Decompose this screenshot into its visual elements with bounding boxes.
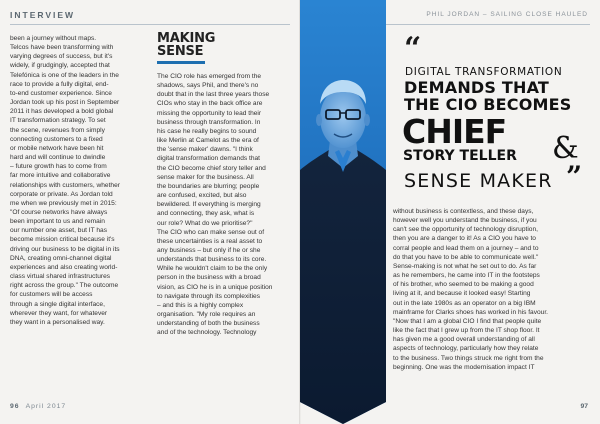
header-rule-left	[10, 24, 290, 25]
section-heading-underline	[157, 61, 205, 64]
text-line: – future growth has to come from	[10, 163, 107, 171]
text-line: or mobile network have been hit	[10, 144, 104, 152]
text-line: out in the late 1980s as an operator on a big IBM	[393, 299, 536, 307]
text-line: DNA, creating omni-channel digital	[10, 254, 112, 262]
text-line: missing the opportunity to lead their	[157, 109, 262, 117]
page-number-right: 97	[580, 403, 588, 410]
text-line: however well you understand the business, if you	[393, 217, 537, 225]
text-line: can't see the opportunity of technology disruption,	[393, 226, 538, 234]
text-line: our number one asset, but IT has	[10, 227, 108, 235]
pull-quote-line-2: DEMANDS THAT	[404, 78, 550, 97]
text-line: then you are a danger to it! As a CIO you have to	[393, 235, 536, 243]
text-line: varying degrees of success, but it's	[10, 53, 113, 61]
footer-left	[10, 403, 66, 410]
text-line: and connecting, they ask, what is	[157, 210, 255, 218]
right-ear	[364, 114, 370, 126]
text-line: been a journey without maps.	[10, 35, 97, 42]
text-line: the CIO become chief story teller and	[157, 164, 266, 172]
text-line: aspects of technology, particularly how they relate	[393, 345, 539, 353]
text-line: wherever they want, for whatever	[10, 309, 108, 317]
article-column-1	[10, 34, 148, 327]
text-line: organisation. "My role requires an	[157, 311, 256, 319]
text-line: digital transformation demands that	[157, 155, 260, 163]
text-line: become mission critical because it's	[10, 236, 115, 244]
text-line: corral people and lead them on a journey – and to	[393, 244, 539, 252]
text-line: widely, if grudgingly, accepted that	[10, 62, 110, 70]
text-line: driving our business to be digital in its	[10, 245, 120, 253]
issue-date: April 2017	[25, 403, 67, 410]
pull-quote-ampersand: &	[552, 131, 579, 166]
text-line: his case he really begins to sound	[157, 127, 257, 135]
text-line: living at it, and because it looked easy! Starting	[393, 290, 531, 298]
text-line: "Now that I am a global CIO I find that people quite	[393, 317, 542, 325]
text-line: The CIO who can make sense out of	[157, 228, 265, 236]
section-label: INTERVIEW	[10, 10, 76, 20]
pull-quote-line-1: DIGITAL TRANSFORMATION	[405, 66, 563, 78]
left-ear	[316, 114, 322, 126]
text-line: like the fact that I grew up from the IT shop floor. It	[393, 327, 540, 335]
text-line: 2011 it has developed a bold global	[10, 108, 114, 116]
text-line: mainframe for Clarks shoes has worked in his favour.	[393, 308, 549, 316]
text-line: While he wouldn't claim to be the only	[157, 265, 268, 273]
text-line: and of the technology. Technology	[157, 329, 257, 337]
pull-quote-line-6: SENSE MAKER	[404, 170, 553, 192]
text-line: far more intuitive and collaborative	[10, 172, 111, 180]
text-line: these uncertainties is a real asset to	[157, 237, 263, 245]
text-line: to the business. Two things struck me right from the	[393, 354, 544, 362]
text-line: through a single digital interface,	[10, 300, 105, 308]
text-line: doubt that in the last three years those	[157, 91, 270, 99]
text-line: beginning. One was the modernisation impact IT	[393, 363, 535, 371]
text-line: like Merlin at Camelot as the era of	[157, 137, 259, 145]
text-line: business through transformation. In	[157, 118, 261, 126]
section-heading-line: MAKING	[157, 31, 216, 46]
text-line: to navigate through its complexities	[157, 292, 260, 300]
text-line: for customers will be access	[10, 291, 93, 299]
text-line: are confused, excited, but also	[157, 192, 247, 200]
text-line: The CIO role has emerged from the	[157, 73, 262, 80]
open-quote-mark: “	[404, 31, 422, 66]
text-line: person in the business with a broad	[157, 274, 261, 282]
text-line: Jordan took up his post in September	[10, 99, 120, 107]
text-line: Sense-making is not what he set out to do. As far	[393, 262, 537, 270]
text-line: the scene, revenues from simply	[10, 126, 105, 134]
text-line: has given me a good overall understanding of all	[393, 336, 535, 344]
text-line: any business – but only if he or she	[157, 246, 261, 254]
article-column-3	[393, 207, 590, 372]
text-line: IT transformation strategy. To set	[10, 117, 106, 125]
text-line: – and this is a highly complex	[157, 301, 244, 309]
text-line: they want in a personalised way.	[10, 318, 105, 326]
text-line: connecting customers to a fixed	[10, 135, 103, 143]
text-line: corporate or private. As Jordan told	[10, 190, 113, 198]
text-line: of his brother, who seemed to be making a good	[393, 281, 534, 289]
text-line: understands that business to its core.	[157, 256, 267, 264]
text-line: do that you have to be able to communicate well."	[393, 253, 539, 261]
text-line: vision, as CIO he is in a unique position	[157, 283, 273, 291]
text-line: right across the group." The outcome	[10, 282, 119, 290]
shirt-shape	[300, 148, 386, 424]
text-line: understanding of both the business	[157, 320, 260, 328]
text-line: sense maker for the business. All	[157, 173, 254, 181]
text-line: me when we previously met in 2015:	[10, 199, 117, 207]
text-line: bewildered. If everything is merging	[157, 201, 261, 209]
running-title: PHIL JORDAN – SAILING CLOSE HAULED	[426, 11, 588, 18]
text-line: the boundaries are blurring; people	[157, 182, 260, 190]
text-line: Telefónica is one of the leaders in the	[10, 71, 119, 79]
text-line: race to provide a fully digital, end-	[10, 80, 109, 88]
text-line: Telcos have been transforming with	[10, 44, 114, 52]
pull-quote-line-5: STORY TELLER	[403, 148, 517, 164]
close-quote-mark: ”	[566, 160, 583, 193]
text-line: been important to us and remain	[10, 218, 105, 226]
text-line: hard and will continue to dwindle	[10, 154, 106, 162]
text-line: shadows, says Phil, and there's no	[157, 82, 259, 90]
pull-quote-line-3: THE CIO BECOMES	[404, 95, 572, 114]
text-line: as he remembers, he came into IT in the footsteps	[393, 272, 540, 280]
text-line: class virtual shared infrastructures	[10, 273, 111, 281]
text-line: "Of course networks have always	[10, 208, 108, 216]
section-heading	[157, 32, 289, 64]
text-line: to-end customer experience. Since	[10, 89, 112, 97]
page-number-left: 96	[10, 403, 20, 410]
article-column-2	[157, 72, 289, 338]
text-line: relationships with customers, whether	[10, 181, 120, 189]
text-line: our role? What do we prioritise?"	[157, 219, 253, 227]
section-heading-line: SENSE	[157, 44, 204, 59]
text-line: experiences and also creating world-	[10, 263, 118, 271]
text-line: the 'sense maker' dawns. "I think	[157, 146, 253, 154]
text-line: without business is contextless, and these days,	[393, 208, 534, 215]
text-line: CIOs who stay in the back office are	[157, 100, 263, 108]
pull-quote-line-4: CHIEF	[402, 112, 507, 151]
portrait-photo-banner	[300, 0, 386, 424]
